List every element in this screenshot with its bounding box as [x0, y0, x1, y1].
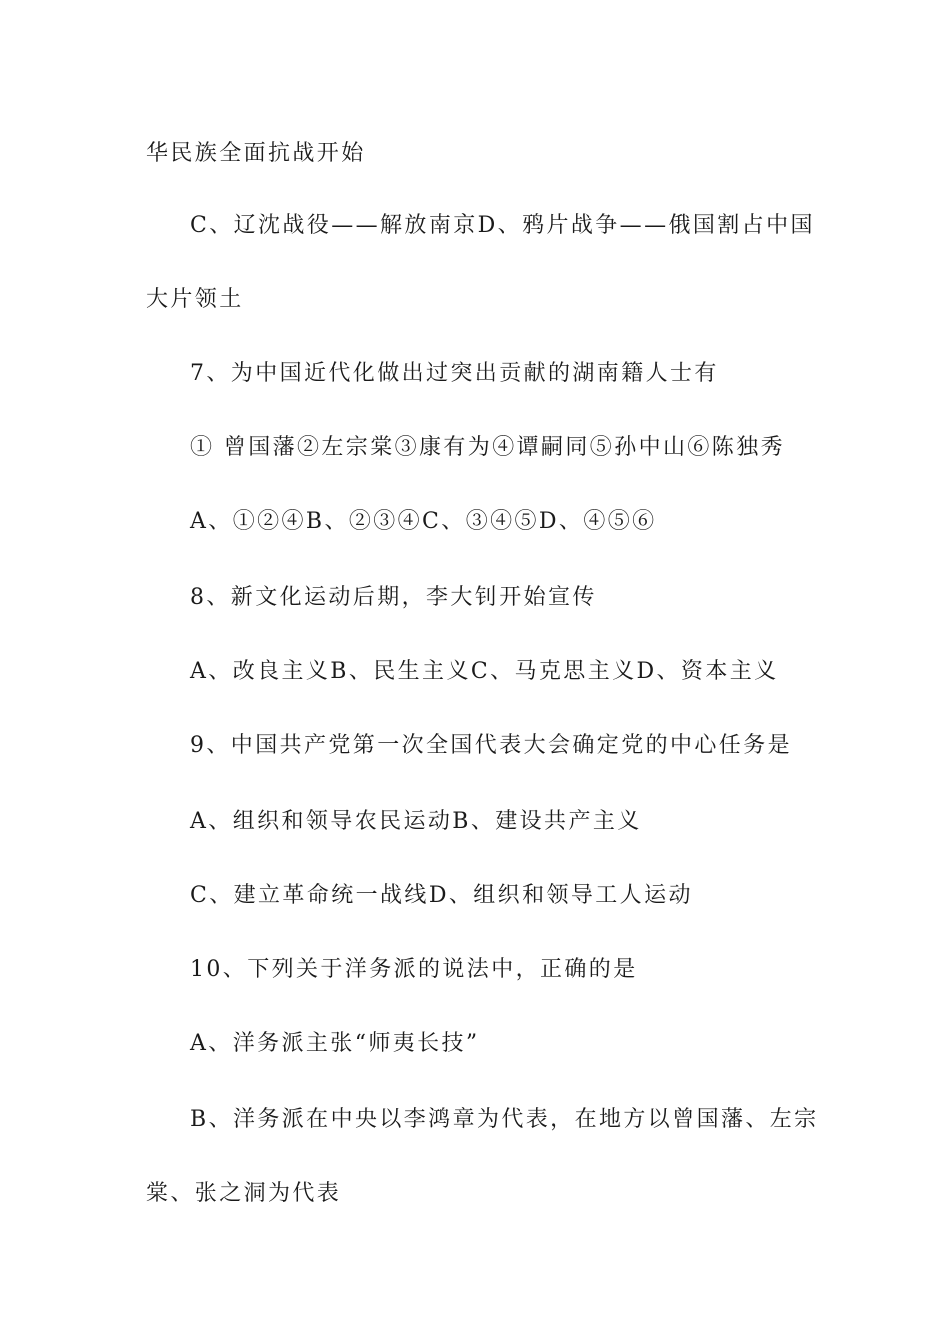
text-line-continuation: 华民族全面抗战开始 [146, 141, 366, 166]
question-8-options: A、改良主义B、民生主义C、马克思主义D、资本主义 [190, 659, 779, 684]
question-9-stem: 9、中国共产党第一次全国代表大会确定党的中心任务是 [190, 733, 792, 758]
question-10-stem: 10、下列关于洋务派的说法中，正确的是 [190, 957, 638, 982]
question-10-option-b: B、洋务派在中央以李鸿章为代表，在地方以曾国藩、左宗 [190, 1107, 819, 1132]
question-6-option-c-d: C、辽沈战役——解放南京D、鸦片战争——俄国割占中国 [190, 213, 815, 238]
text-line-continuation: 大片领土 [146, 287, 244, 312]
question-9-options-c-d: C、建立革命统一战线D、组织和领导工人运动 [190, 883, 693, 908]
question-10-option-a: A、洋务派主张“师夷长技” [190, 1031, 480, 1056]
question-8-stem: 8、新文化运动后期，李大钊开始宣传 [190, 585, 597, 610]
question-7-items: ① 曾国藩②左宗棠③康有为④谭嗣同⑤孙中山⑥陈独秀 [190, 435, 785, 460]
text-line-continuation: 棠、张之洞为代表 [146, 1181, 342, 1206]
question-9-options-a-b: A、组织和领导农民运动B、建设共产主义 [190, 809, 642, 834]
question-7-options: A、①②④B、②③④C、③④⑤D、④⑤⑥ [190, 509, 657, 534]
question-7-stem: 7、为中国近代化做出过突出贡献的湖南籍人士有 [190, 361, 719, 386]
